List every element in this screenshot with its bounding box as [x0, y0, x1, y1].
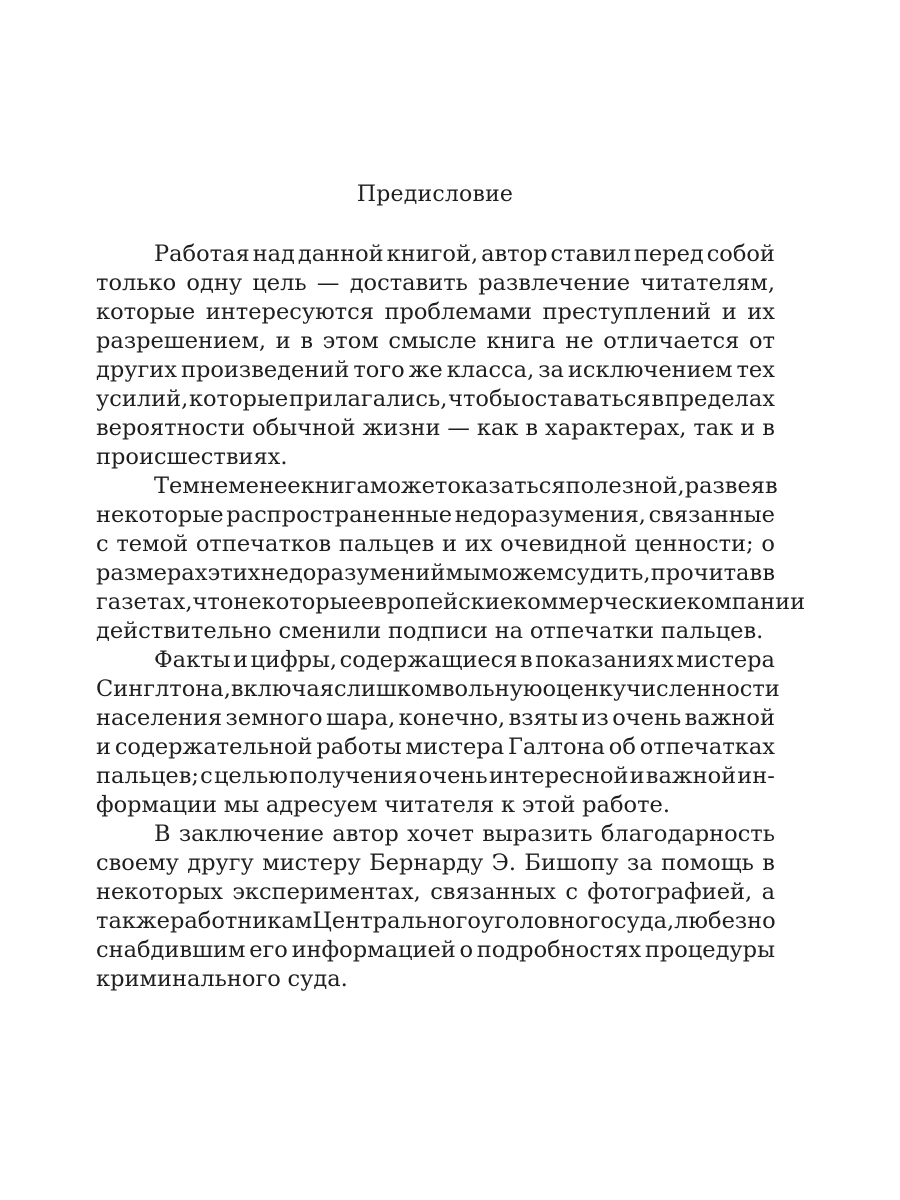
text-line: с темой отпечатков пальцев и их очевидной ценности; о: [96, 531, 775, 557]
text-line: других произведений того же класса, за исключением тех: [96, 357, 775, 383]
text-line: Работая над данной книгой, автор ставил перед собой: [154, 241, 775, 267]
text-line: и содержательной работы мистера Галтона об отпечатках: [96, 734, 775, 760]
text-line: разрешением, и в этом смысле книга не отличается от: [96, 328, 775, 354]
paragraph: [96, 820, 775, 994]
text-line: населения земного шара, конечно, взяты из очень важной: [96, 705, 775, 731]
text-line: некоторые распространенные недоразумения, связанные: [96, 502, 775, 528]
text-line: некоторых экспериментах, связанных с фотографией, а: [96, 879, 775, 905]
body-text: [96, 240, 806, 994]
text-line: усилий, которые прилагались, чтобы оставаться в пределах: [96, 386, 775, 412]
text-line: происшествиях.: [96, 444, 288, 470]
text-line: Тем не менее книга может оказаться полезной, развеяв: [154, 473, 778, 499]
text-line: вероятности обычной жизни — как в характерах, так и в: [96, 415, 775, 441]
text-line: действительно сменили подписи на отпечатки пальцев.: [96, 618, 764, 644]
text-line: размерах этих недоразумений мы можем судить, прочитав в: [96, 560, 775, 586]
text-line: своему другу мистеру Бернарду Э. Бишопу за помощь в: [96, 850, 775, 876]
text-line: пальцев; с целью получения очень интересной и важной ин-: [96, 763, 775, 789]
text-line: Факты и цифры, содержащиеся в показаниях мистера: [154, 647, 775, 673]
text-line: снабдившим его информацией о подробностях процедуры: [96, 937, 775, 963]
text-line: Синглтона, включая слишком вольную оценку численности: [96, 676, 780, 702]
text-line: В заключение автор хочет выразить благодарность: [154, 821, 775, 847]
page-title: Предисловие: [356, 182, 514, 207]
text-line: криминального суда.: [96, 966, 348, 992]
text-line: газетах, что некоторые европейские коммерческие компании: [96, 589, 806, 615]
text-line: которые интересуются проблемами преступлений и их: [96, 299, 775, 325]
paragraph: [96, 472, 806, 646]
text-line: только одну цель — доставить развлечение читателям,: [96, 270, 775, 296]
text-line: также работникам Центрального уголовного суда, любезно: [96, 908, 776, 934]
text-line: формации мы адресуем читателя к этой работе.: [96, 792, 670, 818]
paragraph: [96, 240, 775, 472]
paragraph: [96, 646, 780, 820]
